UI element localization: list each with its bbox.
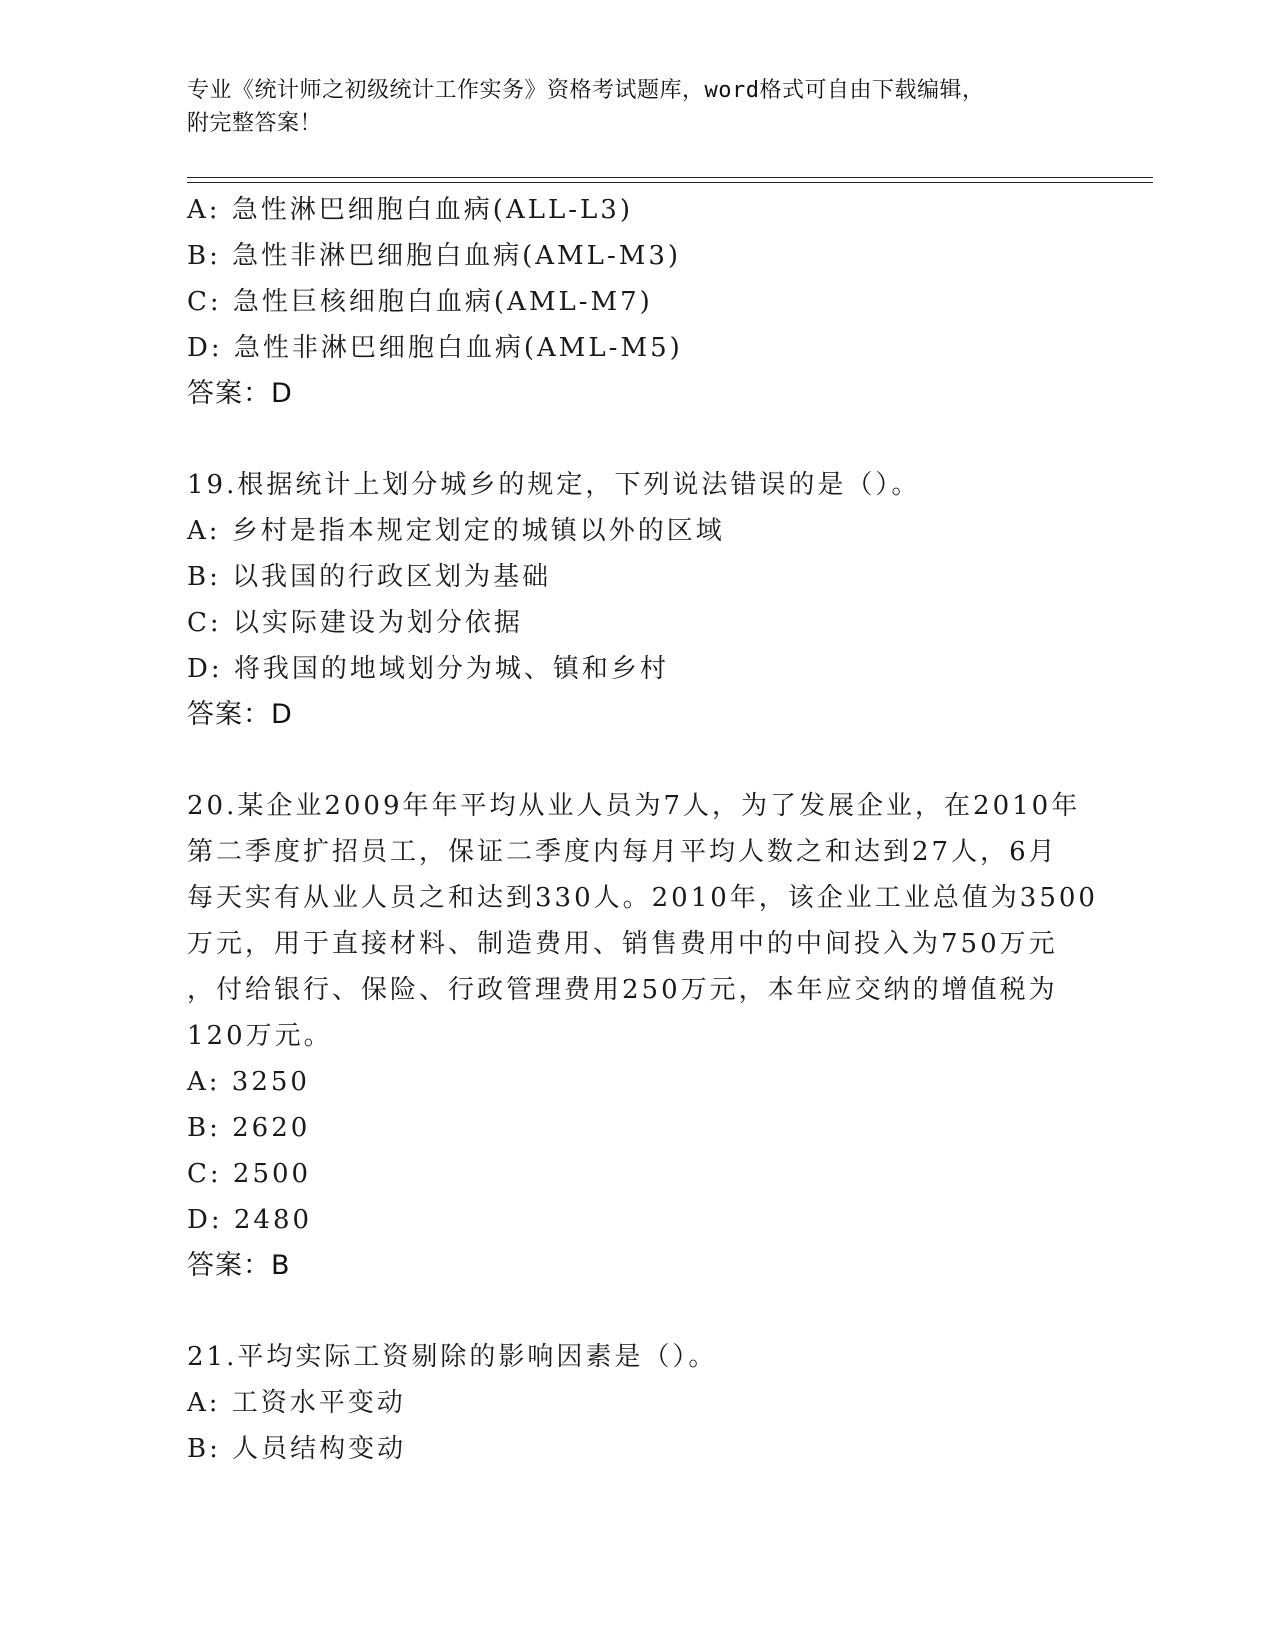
q19-answer: 答案：D <box>187 699 293 730</box>
q20-option-a: A: 3250 <box>187 1067 310 1097</box>
q21-question-text: 21.平均实际工资剔除的影响因素是（）。 <box>187 1342 718 1372</box>
header-line-1: 专业《统计师之初级统计工作实务》资格考试题库，word格式可自由下载编辑， <box>187 78 985 103</box>
q20-option-d: D: 2480 <box>187 1205 313 1235</box>
q18-option-a: A: 急性淋巴细胞白血病(ALL-L3) <box>187 195 633 225</box>
question-18 <box>187 187 1147 417</box>
q20-question-line: 20.某企业2009年年平均从业人员为7人，为了发展企业，在2010年 <box>187 791 1081 821</box>
q20-question-line: 万元，用于直接材料、制造费用、销售费用中的中间投入为750万元 <box>187 929 1058 959</box>
q18-option-b: B: 急性非淋巴细胞白血病(AML-M3) <box>187 241 682 271</box>
q18-answer: 答案：D <box>187 378 293 409</box>
q19-option-b: B: 以我国的行政区划为基础 <box>187 562 552 592</box>
header-divider <box>187 177 1153 183</box>
document-page <box>187 0 1147 1650</box>
q19-option-c: C: 以实际建设为划分依据 <box>187 608 523 638</box>
q19-question-text: 19.根据统计上划分城乡的规定，下列说法错误的是（）。 <box>187 470 921 500</box>
q20-question-line: 第二季度扩招员工，保证二季度内每月平均人数之和达到27人，6月 <box>187 837 1058 867</box>
q18-option-c: C: 急性巨核细胞白血病(AML-M7) <box>187 287 653 317</box>
q20-answer: 答案：B <box>187 1250 291 1281</box>
q20-question-line: 120万元。 <box>187 1021 333 1051</box>
q20-option-c: C: 2500 <box>187 1159 312 1189</box>
q20-option-b: B: 2620 <box>187 1113 311 1143</box>
spacer <box>187 417 1147 462</box>
spacer <box>187 1289 1147 1334</box>
document-header <box>187 74 1087 140</box>
question-content <box>187 187 1147 1472</box>
question-21 <box>187 1334 1147 1472</box>
q19-option-a: A: 乡村是指本规定划定的城镇以外的区域 <box>187 516 725 546</box>
question-19 <box>187 462 1147 738</box>
spacer <box>187 738 1147 783</box>
header-line-2: 附完整答案！ <box>187 111 323 136</box>
q19-option-d: D: 将我国的地域划分为城、镇和乡村 <box>187 654 669 684</box>
q21-option-b: B: 人员结构变动 <box>187 1434 407 1464</box>
q18-option-d: D: 急性非淋巴细胞白血病(AML-M5) <box>187 333 683 363</box>
question-20 <box>187 783 1147 1289</box>
q20-question-line: 每天实有从业人员之和达到330人。2010年，该企业工业总值为3500 <box>187 883 1098 913</box>
q20-question-text <box>187 783 1147 1059</box>
q20-question-line: ，付给银行、保险、行政管理费用250万元，本年应交纳的增值税为 <box>187 975 1058 1005</box>
q21-option-a: A: 工资水平变动 <box>187 1388 406 1418</box>
